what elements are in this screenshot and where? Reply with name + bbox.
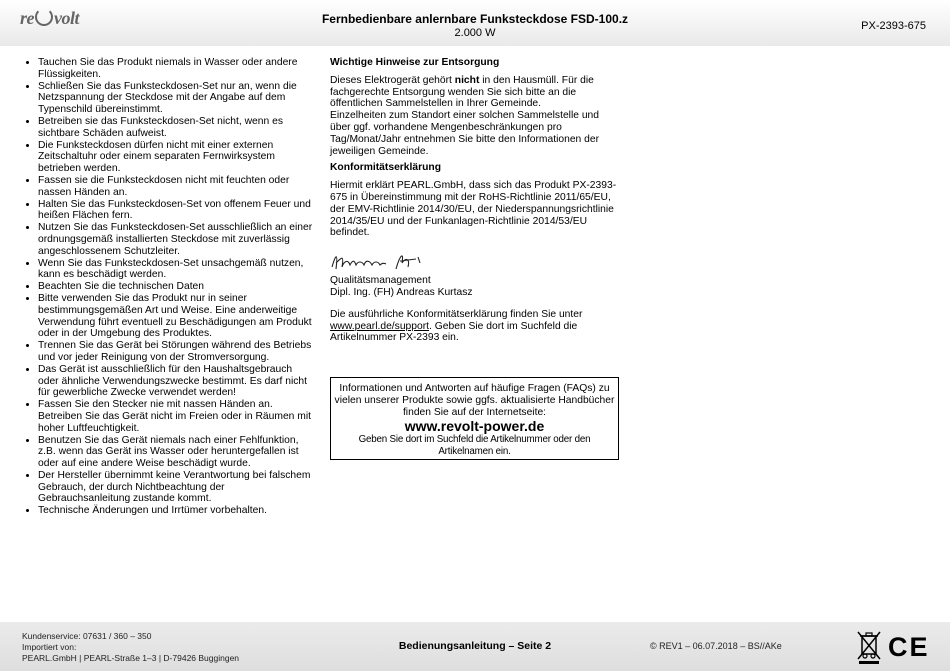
- disposal-text: Dieses Elektrogerät gehört nicht in den Hausmüll. Für die fachgerechte Entsorgung wenden Sie sich bitte an die öffentlichen Sammelstellen in Ihrer Gemeinde.: [330, 74, 594, 110]
- faq-url[interactable]: www.revolt-power.de: [404, 418, 545, 435]
- list-item: • Wenn Sie das Funksteckdosen-Set unsachgemäß nutzen, kann es beschädigt werden.: [38, 258, 314, 282]
- list-item: • Fassen sie die Funksteckdosen nicht mit feuchten oder nassen Händen an.: [38, 175, 314, 199]
- conformity-heading: Konformitätserklärung: [330, 162, 441, 174]
- signature-image: [330, 249, 620, 273]
- list-item: • Schließen Sie das Funksteckdosen-Set nur an, wenn die Netzspannung der Steckdose mit der Angabe auf dem Typenschild übereinstimmt.: [38, 81, 314, 116]
- document-subtitle: 2.000 W: [454, 27, 496, 39]
- conformity-text: Hiermit erklärt PEARL.GmbH, dass sich das Produkt PX-2393-675 in Übereinstimmung mit der RoHS-Richtlinie 2011/65/EU, der EMV-Richtlinie 2014/30/EU, der Niederspannungsrichtlinie 2014/35/EU und der Funkanlagen-Richtlinie 2014/53/EU befindet.: [330, 180, 617, 239]
- faq-intro: Informationen und Antworten auf häufige Fragen (FAQs) zu vielen unserer Produkte sowie ggfs. aktualisierte Handbücher finden Sie auf der Internetseite:: [334, 383, 615, 418]
- importer-address: PEARL.GmbH | PEARL-Straße 1–3 | D-79426 Buggingen: [22, 653, 240, 663]
- info-column: [330, 57, 620, 344]
- list-item: • Bitte verwenden Sie das Produkt nur in seiner bestimmungsgemäßen Art und Weise. Eine anderweitige Verwendung führt eventuell zu Beschädigungen am Produkt oder in der Umgebung des Produktes.: [38, 293, 314, 340]
- list-item: • Fassen Sie den Stecker nie mit nassen Händen an. Betreiben Sie das Gerät nicht im Freien oder in Räumen mit hoher Luftfeuchtigkeit.: [38, 399, 314, 434]
- list-item: • Betreiben sie das Funksteckdosen-Set nicht, wenn es sichtbare Schäden aufweist.: [38, 116, 314, 140]
- customer-service: Kundenservice: 07631 / 360 – 350: [22, 631, 152, 641]
- weee-crossed-bin-icon: [857, 630, 881, 664]
- support-link[interactable]: www.pearl.de/support: [330, 320, 430, 332]
- page-footer: [0, 622, 950, 671]
- revolt-logo: re volt: [20, 8, 79, 28]
- list-item: • Tauchen Sie das Produkt niemals in Wasser oder andere Flüssigkeiten.: [38, 57, 314, 81]
- list-item: • Trennen Sie das Gerät bei Störungen während des Betriebs und vor jeder Reinigung von der Stromversorgung.: [38, 340, 314, 364]
- disposal-text-2: Einzelheiten zum Standort einer solchen Sammelstelle und über ggf. vorhandene Mengenbeschränkungen pro Tag/Monat/Jahr entnehmen Sie bitte den Informationen der jeweiligen Gemeinde.: [330, 110, 600, 157]
- conformity-more: Die ausführliche Konformitätserklärung finden Sie unter www.pearl.de/support. Geben Sie dort im Suchfeld die Artikelnummer PX-2393 ein.: [330, 308, 583, 344]
- page-number: Bedienungsanleitung – Seite 2: [398, 640, 552, 652]
- disposal-heading: Wichtige Hinweise zur Entsorgung: [330, 57, 500, 68]
- faq-box: [330, 377, 619, 460]
- page-header: [0, 0, 950, 46]
- faq-instructions: Geben Sie dort im Suchfeld die Artikelnummer oder den Artikelnamen ein.: [358, 434, 591, 458]
- list-item: • Halten Sie das Funksteckdosen-Set von offenem Feuer und heißen Flächen fern.: [38, 199, 314, 223]
- document-title: Fernbedienbare anlernbare Funksteckdose FSD-100.z: [321, 12, 629, 26]
- list-item: • Die Funksteckdosen dürfen nicht mit einer externen Zeitschaltuhr oder einem separaten Fernwirksystem betrieben werden.: [38, 140, 314, 175]
- list-item: • Benutzen Sie das Gerät niemals nach einer Fehlfunktion, z.B. wenn das Gerät ins Wasser oder heruntergefallen ist oder auf eine andere Weise beschädigt wurde.: [38, 435, 314, 470]
- signatory-name: Dipl. Ing. (FH) Andreas Kurtasz: [330, 286, 473, 298]
- product-code: PX-2393-675: [861, 20, 926, 32]
- list-item: • Das Gerät ist ausschließlich für den Haushaltsgebrauch oder ähnliche Verwendungszwecke bestimmt. Es darf nicht für gewerbliche Zwecke verwendet werden!: [38, 364, 314, 399]
- importer-label: Importiert von:: [22, 642, 77, 652]
- list-item: • Der Hersteller übernimmt keine Verantwortung bei falschem Gebrauch, der durch Nichtbeachtung der Gebrauchsanleitung zustande kommt.: [38, 470, 314, 505]
- ce-mark-icon: CE: [888, 632, 930, 662]
- revision-info: © REV1 – 06.07.2018 – BS//AKe: [650, 641, 782, 651]
- list-item: • Beachten Sie die technischen Daten: [38, 281, 314, 293]
- list-item: • Technische Änderungen und Irrtümer vorbehalten.: [38, 505, 314, 517]
- safety-column: [22, 57, 314, 517]
- list-item: • Nutzen Sie das Funksteckdosen-Set ausschließlich an einer ordnungsgemäß installierten Steckdose mit zuverlässig angeschlossenem Schutzleiter.: [38, 222, 314, 257]
- safety-list: [22, 57, 314, 517]
- signatory-role: Qualitätsmanagement: [330, 275, 431, 287]
